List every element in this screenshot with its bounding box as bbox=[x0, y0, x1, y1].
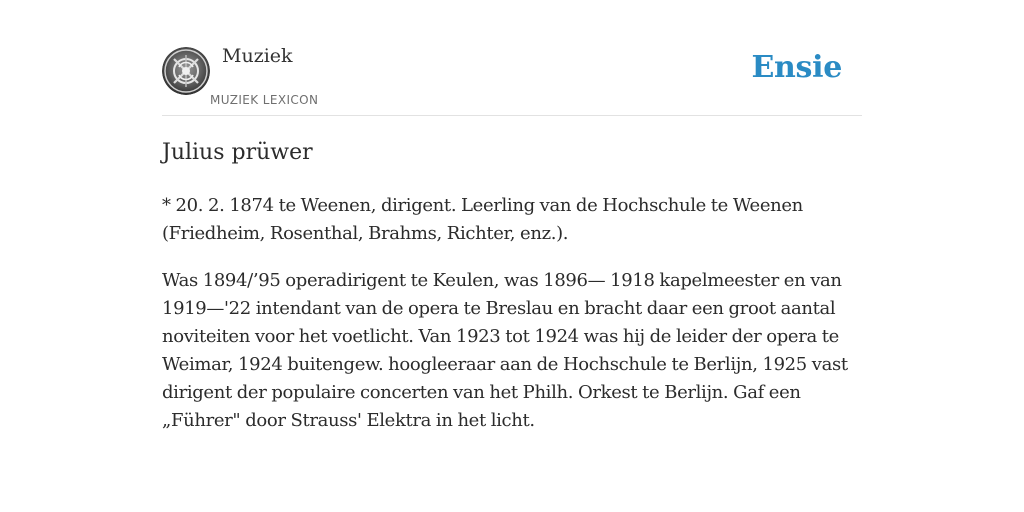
header bbox=[162, 0, 862, 116]
article-paragraph-2: Was 1894/’95 operadirigent te Keulen, was 1896— 1918 kapelmeester en van 1919—'22 intendant van de opera te Breslau en bracht daar een groot aantal noviteiten voor het voetlicht. Van 1923 tot 1924 was hij de leider der opera te Weimar, 1924 buitengew. hoogleeraar aan de Hochschule te Berlijn, 1925 vast dirigent der populaire concerten van het Philh. Orkest te Berlijn. Gaf een „Führer" door Strauss' Elektra in het licht. bbox=[162, 270, 848, 431]
category-link[interactable]: Muziek bbox=[222, 45, 293, 67]
article-paragraph-1: * 20. 2. 1874 te Weenen, dirigent. Leerling van de Hochschule te Weenen (Friedheim, Rosenthal, Brahms, Richter, enz.). bbox=[162, 195, 803, 244]
category-subtitle: MUZIEK LEXICON bbox=[210, 93, 319, 107]
page bbox=[162, 0, 862, 512]
brand-logo[interactable]: Ensie bbox=[751, 50, 842, 85]
music-instruments-emblem-icon[interactable] bbox=[162, 47, 210, 95]
article-title: Julius prüwer bbox=[162, 140, 313, 165]
